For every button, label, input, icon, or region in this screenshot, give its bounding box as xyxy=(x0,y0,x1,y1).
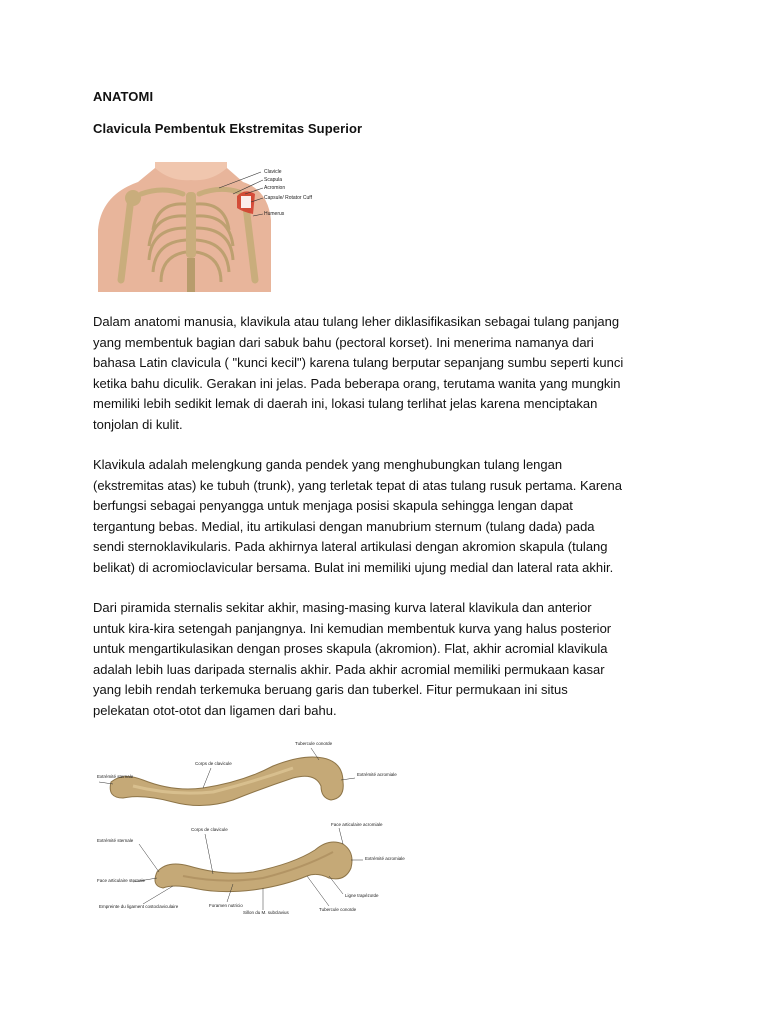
page-subheading: Clavicula Pembentuk Ekstremitas Superior xyxy=(93,121,363,136)
paragraph-line: tergantung bebas. Medial, itu artikulasi dengan manubrium sternum (tulang dada) pada xyxy=(93,518,595,534)
clavicle-superior-figure xyxy=(93,738,403,818)
label-ligne-trapezoide: Ligne trapézoïde xyxy=(345,893,379,898)
shoulder-skeleton-figure xyxy=(93,160,312,292)
paragraph-line: Klavikula adalah melengkung ganda pendek yang menghubungkan tulang lengan xyxy=(93,457,563,472)
label-corps-clavicule-2: Corps de clavicule xyxy=(191,827,228,832)
label-extremite-acromiale-2: Extrémité acromiale xyxy=(365,856,405,861)
paragraph-line: pelekatan otot-otot dan ligamen dari bahu. xyxy=(93,702,337,718)
paragraph-line: belikat) di acromioclavicular bersama. Bulat ini memiliki ujung medial dan lateral rata akhir. xyxy=(93,559,614,575)
paragraph-line: memiliki lebih sedikit lemak di daerah ini, lokasi tulang terlihat jelas karena menciptakan xyxy=(93,396,598,411)
label-corps-clavicule: Corps de clavicule xyxy=(195,761,232,766)
paragraph-line: bahasa Latin clavicula ( "kunci kecil") karena tulang berputar sepanjang sumbu seperti kunci xyxy=(93,355,624,370)
paragraph-line: (ekstremitas atas) ke tubuh (trunk), yang terletak tepat di atas tulang rusuk pertama. Karena xyxy=(93,477,622,493)
paragraph-line: Dalam anatomi manusia, klavikula atau tulang leher diklasifikasikan sebagai tulang panjang xyxy=(93,314,620,329)
label-face-articulaire-acromiale: Face articulaire acromiale xyxy=(331,822,383,827)
paragraph-1 xyxy=(93,312,693,435)
label-clavicle: Clavicle xyxy=(264,169,282,175)
label-tubercule-conoide: Tubercule conoïde xyxy=(295,741,333,746)
paragraph-line: untuk mengartikulasikan dengan proses skapula (akromion). Flat, akhir acromial klavikula xyxy=(93,641,608,656)
label-scapula: Scapula xyxy=(264,177,283,183)
clavicle-inferior-figure xyxy=(93,820,403,915)
label-sillon-subclavius: Sillon du M. subclavius xyxy=(243,910,289,915)
paragraph-line: sendi sternoklavikularis. Pada akhirnya lateral artikulasi dengan akromion skapula (tulang xyxy=(93,539,608,554)
paragraph-line: untuk kira-kira setengah panjangnya. Ini kemudian membentuk kurva yang halus posterior xyxy=(93,620,612,636)
paragraph-line: Dari piramida sternalis sekitar akhir, masing-masing kurva lateral klavikula dan anterior xyxy=(93,600,592,615)
label-acromion: Acromion xyxy=(264,185,286,191)
paragraph-line: tonjolan di kulit. xyxy=(93,416,183,432)
paragraph-3 xyxy=(93,598,693,721)
paragraph-line: ketika bahu diculik. Gerakan ini jelas. Pada beberapa orang, terutama wanita yang mungkin xyxy=(93,375,621,391)
label-humerus: Humerus xyxy=(264,211,285,217)
label-extremite-acromiale: Extrémité acromiale xyxy=(357,772,397,777)
label-capsule: Capsule/ Rotator Cuff xyxy=(264,195,312,201)
paragraph-2 xyxy=(93,455,693,578)
paragraph-line: berfungsi sebagai penyangga untuk menjaga posisi skapula sehingga lengan dapat xyxy=(93,498,573,513)
paragraph-line: yang membentuk bagian dari sabuk bahu (pectoral korset). Ini menerima namanya dari xyxy=(93,334,594,350)
label-tubercule-conoide-2: Tubercule conoïde xyxy=(319,907,357,912)
label-extremite-sternale-2: Extrémité sternale xyxy=(97,838,134,843)
label-foramen-nutricio: Foramen nutricio xyxy=(209,903,243,908)
paragraph-line: yang lebih rendah terkemuka beruang garis dan tuberkel. Fitur permukaan ini situs xyxy=(93,682,568,697)
paragraph-line: adalah lebih luas daripada sternalis akhir. Pada akhir acromial memiliki permukaan kasar xyxy=(93,661,605,677)
label-face-articulaire-sternale: Face articulaire sternale xyxy=(97,878,146,883)
label-empreinte-ligament: Empreinte du ligament costoclaviculaire xyxy=(99,904,179,909)
page-heading: ANATOMI xyxy=(93,89,154,104)
label-extremite-sternale: Extrémité sternale xyxy=(97,774,134,779)
